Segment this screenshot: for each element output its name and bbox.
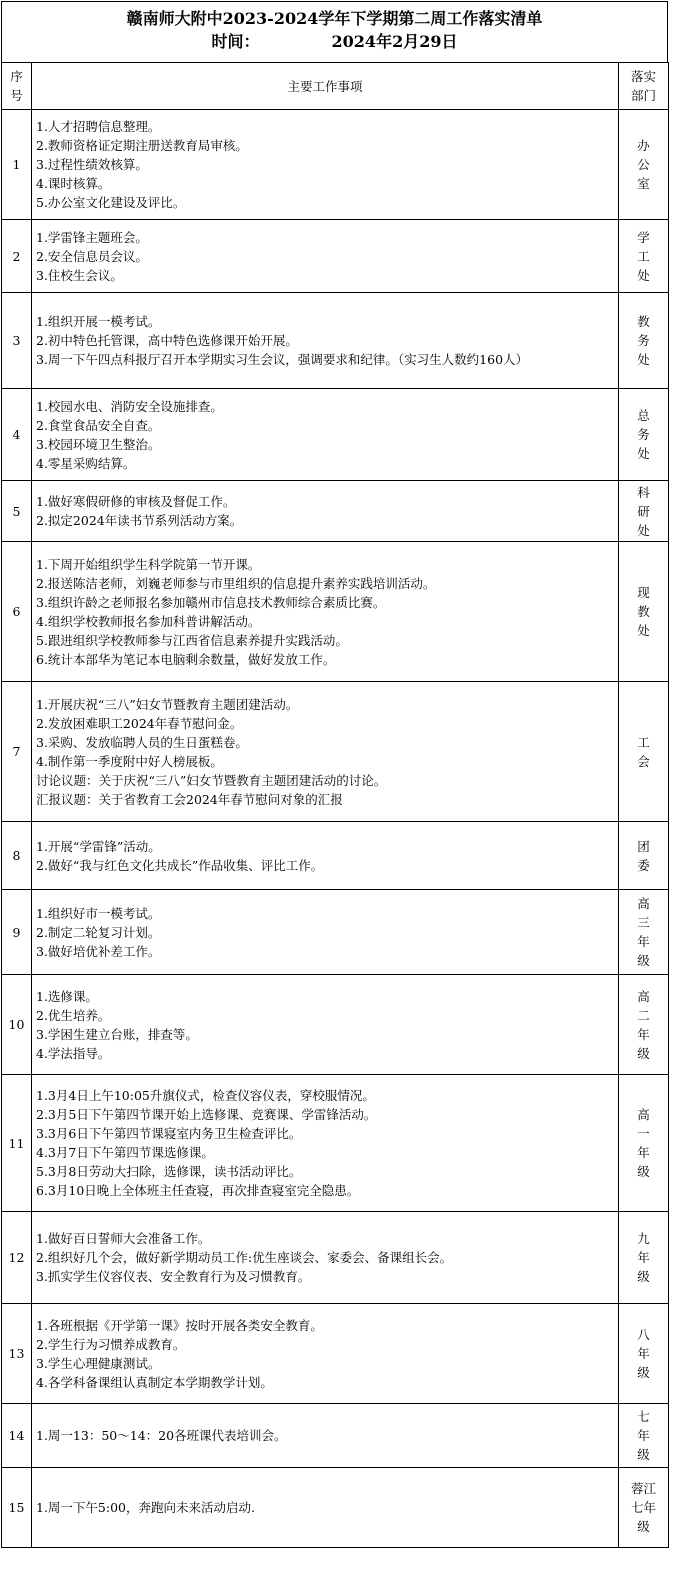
work-items bbox=[32, 682, 619, 822]
work-item: 2.初中特色托管课，高中特色选修课开始开展。 bbox=[36, 333, 298, 348]
department: 教 务 处 bbox=[619, 293, 669, 389]
row-number: 11 bbox=[2, 1075, 32, 1212]
work-item: 1.各班根据《开学第一课》按时开展各类安全教育。 bbox=[36, 1317, 323, 1333]
document-date: 2024年2月29日 bbox=[331, 32, 458, 51]
row-number: 4 bbox=[2, 389, 32, 481]
department: 七 年 级 bbox=[619, 1404, 669, 1468]
work-items bbox=[32, 542, 619, 682]
table-row bbox=[2, 890, 669, 975]
table-row bbox=[2, 1304, 669, 1404]
document-title: 赣南师大附中2023-2024学年下学期第二周工作落实清单 bbox=[126, 9, 543, 28]
work-item: 1.人才招聘信息整理。 bbox=[36, 119, 161, 134]
row-number: 3 bbox=[2, 293, 32, 389]
work-item: 2.组织好几个会，做好新学期动员工作:优生座谈会、家委会、备课组长会。 bbox=[36, 1250, 453, 1265]
row-number: 12 bbox=[2, 1212, 32, 1304]
work-item: 1.组织好市一模考试。 bbox=[36, 905, 161, 921]
work-items bbox=[32, 822, 619, 890]
work-item: 4.3月7日下午第四节课选修课。 bbox=[36, 1145, 214, 1160]
work-item: 2.学生行为习惯养成教育。 bbox=[36, 1336, 186, 1352]
table-row bbox=[2, 389, 669, 481]
time-label: 时间： bbox=[211, 32, 260, 51]
department: 工 会 bbox=[619, 682, 669, 822]
column-header-seq-text: 序 号 bbox=[10, 69, 23, 103]
row-number: 14 bbox=[2, 1404, 32, 1468]
work-item: 讨论议题：关于庆祝“三八”妇女节暨教育主题团建活动的讨论。 bbox=[36, 772, 387, 788]
work-item: 5.3月8日劳动大扫除，选修课，读书活动评比。 bbox=[36, 1164, 302, 1179]
work-item: 4.各学科备课组认真制定本学期教学计划。 bbox=[36, 1374, 273, 1390]
worklist-table bbox=[1, 62, 669, 1548]
department: 高 三 年 级 bbox=[619, 890, 669, 975]
table-row bbox=[2, 542, 669, 682]
table-header-row bbox=[2, 63, 669, 110]
department: 现 教 处 bbox=[619, 542, 669, 682]
work-items bbox=[32, 481, 619, 542]
table-row bbox=[2, 481, 669, 542]
work-item: 1.周一13：50～14：20各班课代表培训会。 bbox=[36, 1428, 287, 1443]
row-number: 15 bbox=[2, 1468, 32, 1548]
work-item: 1.3月4日上午10:05升旗仪式，检查仪容仪表，穿校服情况。 bbox=[36, 1088, 375, 1103]
work-item: 1.选修课。 bbox=[36, 988, 98, 1004]
table-row bbox=[2, 110, 669, 220]
work-item: 1.开展“学雷锋”活动。 bbox=[36, 838, 161, 854]
work-item: 4.课时核算。 bbox=[36, 176, 111, 191]
work-items bbox=[32, 389, 619, 481]
row-number: 9 bbox=[2, 890, 32, 975]
table-row bbox=[2, 1075, 669, 1212]
work-items bbox=[32, 220, 619, 293]
work-items bbox=[32, 293, 619, 389]
work-item: 4.组织学校教师报名参加科普讲解活动。 bbox=[36, 613, 261, 629]
document-header bbox=[1, 1, 668, 63]
work-item: 2.拟定2024年读书节系列活动方案。 bbox=[36, 513, 243, 528]
department: 办 公 室 bbox=[619, 110, 669, 220]
work-items bbox=[32, 1075, 619, 1212]
work-item: 1.学雷锋主题班会。 bbox=[36, 229, 148, 245]
row-number: 7 bbox=[2, 682, 32, 822]
department: 八 年 级 bbox=[619, 1304, 669, 1404]
work-item: 6.3月10日晚上全体班主任查寝，再次排查寝室完全隐患。 bbox=[36, 1183, 360, 1198]
work-item: 3.校园环境卫生整治。 bbox=[36, 436, 161, 452]
work-item: 3.周一下午四点科报厅召开本学期实习生会议，强调要求和纪律。（实习生人数约160人） bbox=[36, 352, 529, 367]
table-row bbox=[2, 1212, 669, 1304]
work-item: 3.3月6日下午第四节课寝室内务卫生检查评比。 bbox=[36, 1126, 302, 1141]
row-number: 10 bbox=[2, 975, 32, 1075]
work-item: 2.做好“我与红色文化共成长”作品收集、评比工作。 bbox=[36, 857, 324, 873]
work-item: 1.校园水电、消防安全设施排查。 bbox=[36, 398, 223, 414]
document-date-line bbox=[2, 32, 667, 52]
work-item: 汇报议题：关于省教育工会2024年春节慰问对象的汇报 bbox=[36, 791, 343, 807]
work-item: 3.做好培优补差工作。 bbox=[36, 943, 161, 959]
row-number: 5 bbox=[2, 481, 32, 542]
work-item: 6.统计本部华为笔记本电脑剩余数量，做好发放工作。 bbox=[36, 651, 336, 667]
row-number: 13 bbox=[2, 1304, 32, 1404]
work-item: 1.开展庆祝“三八”妇女节暨教育主题团建活动。 bbox=[36, 696, 299, 712]
table-row bbox=[2, 220, 669, 293]
table-row bbox=[2, 1468, 669, 1548]
work-items bbox=[32, 975, 619, 1075]
department: 总 务 处 bbox=[619, 389, 669, 481]
work-item: 5.跟进组织学校教师参与江西省信息素养提升实践活动。 bbox=[36, 632, 348, 648]
table-row bbox=[2, 822, 669, 890]
column-header-dept-text: 落实 部门 bbox=[630, 69, 656, 103]
work-items bbox=[32, 110, 619, 220]
work-item: 2.发放困难职工2024年春节慰问金。 bbox=[36, 715, 243, 731]
department: 蓉江 七年 级 bbox=[619, 1468, 669, 1548]
column-header-dept bbox=[619, 63, 669, 110]
row-number: 8 bbox=[2, 822, 32, 890]
work-items bbox=[32, 1468, 619, 1548]
work-item: 1.组织开展一模考试。 bbox=[36, 314, 161, 329]
work-item: 3.学生心理健康测试。 bbox=[36, 1355, 161, 1371]
work-item: 1.做好寒假研修的审核及督促工作。 bbox=[36, 494, 236, 509]
column-header-main: 主要工作事项 bbox=[32, 63, 619, 110]
work-items bbox=[32, 1212, 619, 1304]
row-number: 1 bbox=[2, 110, 32, 220]
work-item: 4.学法指导。 bbox=[36, 1045, 111, 1061]
work-item: 3.学困生建立台账，排查等。 bbox=[36, 1026, 198, 1042]
work-item: 3.采购、发放临聘人员的生日蛋糕卷。 bbox=[36, 734, 248, 750]
work-item: 4.零星采购结算。 bbox=[36, 455, 136, 471]
row-number: 2 bbox=[2, 220, 32, 293]
work-item: 4.制作第一季度附中好人榜展板。 bbox=[36, 753, 223, 769]
department: 团 委 bbox=[619, 822, 669, 890]
table-row bbox=[2, 975, 669, 1075]
work-item: 3.组织许龄之老师报名参加赣州市信息技术教师综合素质比赛。 bbox=[36, 594, 386, 610]
department: 九 年 级 bbox=[619, 1212, 669, 1304]
column-header-seq bbox=[2, 63, 32, 110]
department: 科 研 处 bbox=[619, 481, 669, 542]
work-item: 2.制定二轮复习计划。 bbox=[36, 924, 161, 940]
work-items bbox=[32, 1404, 619, 1468]
work-item: 2.教师资格证定期注册送教育局审核。 bbox=[36, 138, 248, 153]
work-item: 1.周一下午5:00，奔跑向未来活动启动. bbox=[36, 1500, 255, 1515]
work-item: 2.安全信息员会议。 bbox=[36, 248, 148, 264]
work-item: 2.优生培养。 bbox=[36, 1007, 111, 1023]
department: 高 一 年 级 bbox=[619, 1075, 669, 1212]
work-items bbox=[32, 1304, 619, 1404]
work-item: 1.做好百日誓师大会准备工作。 bbox=[36, 1231, 211, 1246]
work-items bbox=[32, 890, 619, 975]
work-item: 2.3月5日下午第四节课开始上选修课、竞赛课、学雷锋活动。 bbox=[36, 1107, 377, 1122]
work-item: 5.办公室文化建设及评比。 bbox=[36, 195, 186, 210]
table-row bbox=[2, 682, 669, 822]
row-number: 6 bbox=[2, 542, 32, 682]
work-item: 1.下周开始组织学生科学院第一节开课。 bbox=[36, 556, 261, 572]
work-item: 3.住校生会议。 bbox=[36, 267, 123, 283]
work-item: 3.抓实学生仪容仪表、安全教育行为及习惯教育。 bbox=[36, 1269, 311, 1284]
department: 学 工 处 bbox=[619, 220, 669, 293]
table-row bbox=[2, 293, 669, 389]
work-item: 2.报送陈洁老师，刘巍老师参与市里组织的信息提升素养实践培训活动。 bbox=[36, 575, 436, 591]
department: 高 二 年 级 bbox=[619, 975, 669, 1075]
work-item: 3.过程性绩效核算。 bbox=[36, 157, 148, 172]
table-row bbox=[2, 1404, 669, 1468]
work-item: 2.食堂食品安全自查。 bbox=[36, 417, 161, 433]
